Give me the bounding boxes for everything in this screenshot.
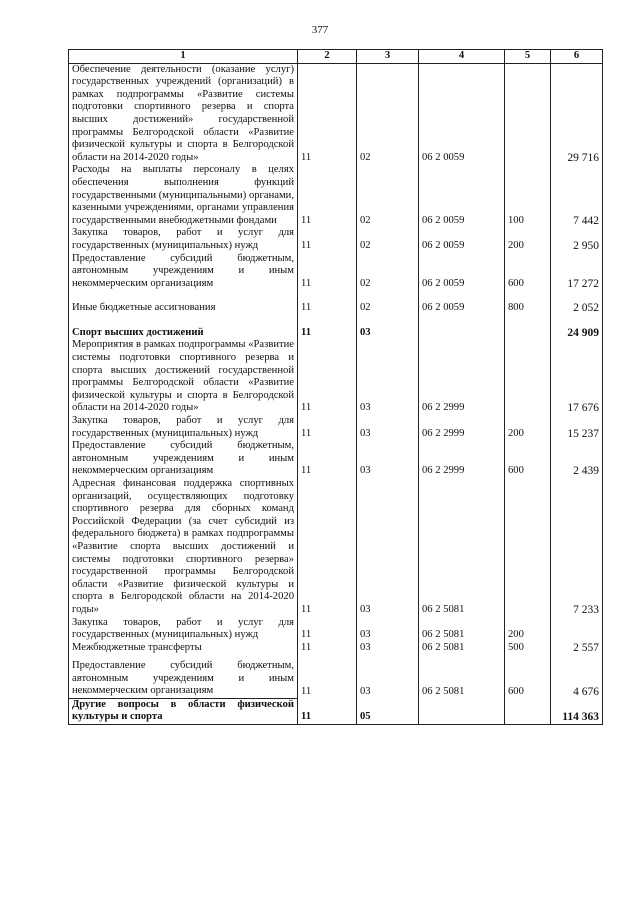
row-name: Закупка товаров, работ и услуг для государственных (муниципальных) нужд (69, 227, 298, 252)
expense-type-code: 100 (505, 164, 551, 227)
target-article-code: 06 2 2999 (419, 415, 505, 440)
target-article-code: 06 2 5081 (419, 617, 505, 642)
row-name: Закупка товаров, работ и услуг для государственных (муниципальных) нужд (69, 415, 298, 440)
expense-type-code (505, 478, 551, 617)
subsection-code: 02 (357, 63, 419, 164)
subsection-code: 03 (357, 617, 419, 642)
row-name: Предоставление субсидий бюджетным, автономным учреждениям и иным некоммерческим организациям (69, 654, 298, 698)
expense-type-code: 200 (505, 227, 551, 252)
subsection-code: 02 (357, 227, 419, 252)
expense-type-code (505, 698, 551, 724)
section-code: 11 (298, 642, 357, 655)
row-name (69, 315, 298, 327)
subsection-code: 02 (357, 302, 419, 315)
row-name (69, 290, 298, 302)
table-row (69, 63, 603, 164)
subsection-code: 03 (357, 654, 419, 698)
target-article-code: 06 2 2999 (419, 339, 505, 415)
subsection-code: 03 (357, 415, 419, 440)
target-article-code: 06 2 0059 (419, 164, 505, 227)
expense-type-code: 600 (505, 253, 551, 291)
target-article-code: 06 2 5081 (419, 642, 505, 655)
budget-table (68, 49, 603, 725)
amount: 17 676 (551, 339, 603, 415)
amount: 114 363 (551, 698, 603, 724)
row-name: Межбюджетные трансферты (69, 642, 298, 655)
table-row (69, 227, 603, 252)
table-row (69, 302, 603, 315)
expense-type-code: 500 (505, 642, 551, 655)
target-article-code: 06 2 0059 (419, 253, 505, 291)
expense-type-code (505, 63, 551, 164)
expense-type-code: 600 (505, 440, 551, 478)
target-article-code: 06 2 2999 (419, 440, 505, 478)
column-header: 1 (69, 50, 298, 64)
section-code: 11 (298, 478, 357, 617)
target-article-code: 06 2 0059 (419, 227, 505, 252)
section-code: 11 (298, 253, 357, 291)
target-article-code: 06 2 0059 (419, 63, 505, 164)
section-code: 11 (298, 227, 357, 252)
expense-type-code: 200 (505, 415, 551, 440)
subsection-code: 02 (357, 253, 419, 291)
amount (551, 617, 603, 642)
row-name: Обеспечение деятельности (оказание услуг) государственных учреждений (организаций) в рамках подпрограммы «Развитие системы подготовки спортивного резерва и спорта высших достижений» государственной программы Белгородской области «Развитие физической культуры и спорта в Белгородской области на 2014-2020 годы» (69, 63, 298, 164)
header-row (69, 50, 603, 64)
column-header: 2 (298, 50, 357, 64)
amount: 24 909 (551, 327, 603, 340)
row-name: Спорт высших достижений (69, 327, 298, 340)
section-code: 11 (298, 698, 357, 724)
subsection-code: 03 (357, 327, 419, 340)
expense-type-code: 200 (505, 617, 551, 642)
amount: 2 557 (551, 642, 603, 655)
amount: 17 272 (551, 253, 603, 291)
row-name: Адресная финансовая поддержка спортивных организаций, осуществляющих подготовку спортивного резерва для сборных команд Российской Федерации (за счет субсидий из федерального бюджета) в рамках подпрограммы «Развитие спорта высших достижений и системы подготовки спортивного резерва» государственной программы Белгородской области «Развитие физической культуры и спорта в Белгородской области на 2014-2020 годы» (69, 478, 298, 617)
row-name: Предоставление субсидий бюджетным, автономным учреждениям и иным некоммерческим организациям (69, 253, 298, 291)
subsection-code: 03 (357, 339, 419, 415)
amount: 7 442 (551, 164, 603, 227)
subsection-code: 03 (357, 478, 419, 617)
table-row (69, 654, 603, 698)
amount: 15 237 (551, 415, 603, 440)
row-name: Мероприятия в рамках подпрограммы «Развитие системы подготовки спортивного резерва и спорта высших достижений государственной программы Белгородской области «Развитие физической культуры и спорта в Белгородской области на 2014-2020 годы» (69, 339, 298, 415)
row-name: Иные бюджетные ассигнования (69, 302, 298, 315)
row-name: Расходы на выплаты персоналу в целях обеспечения выполнения функций государственными (муниципальными) органами, казенными учреждениями, органами управления государственными внебюджетными фондами (69, 164, 298, 227)
section-code: 11 (298, 440, 357, 478)
amount: 2 439 (551, 440, 603, 478)
target-article-code (419, 327, 505, 340)
table-row (69, 327, 603, 340)
amount: 29 716 (551, 63, 603, 164)
expense-type-code (505, 339, 551, 415)
table-row (69, 642, 603, 655)
spacer-row (69, 315, 603, 327)
expense-type-code (505, 327, 551, 340)
amount: 2 950 (551, 227, 603, 252)
table-row (69, 440, 603, 478)
table-row (69, 478, 603, 617)
section-code: 11 (298, 654, 357, 698)
page-number: 377 (311, 24, 329, 36)
section-code: 11 (298, 415, 357, 440)
amount: 4 676 (551, 654, 603, 698)
subsection-code: 03 (357, 642, 419, 655)
target-article-code: 06 2 0059 (419, 302, 505, 315)
section-code: 11 (298, 327, 357, 340)
table-row (69, 253, 603, 291)
expense-type-code: 600 (505, 654, 551, 698)
table-row (69, 698, 603, 724)
section-code: 11 (298, 339, 357, 415)
row-name: Другие вопросы в области физической культуры и спорта (69, 698, 298, 724)
column-header: 6 (551, 50, 603, 64)
amount: 7 233 (551, 478, 603, 617)
target-article-code: 06 2 5081 (419, 478, 505, 617)
row-name: Предоставление субсидий бюджетным, автономным учреждениям и иным некоммерческим организациям (69, 440, 298, 478)
column-header: 3 (357, 50, 419, 64)
amount: 2 052 (551, 302, 603, 315)
subsection-code: 05 (357, 698, 419, 724)
target-article-code (419, 698, 505, 724)
table-row (69, 339, 603, 415)
expense-type-code: 800 (505, 302, 551, 315)
subsection-code: 03 (357, 440, 419, 478)
section-code: 11 (298, 63, 357, 164)
table-row (69, 617, 603, 642)
table-row (69, 415, 603, 440)
column-header: 5 (505, 50, 551, 64)
target-article-code: 06 2 5081 (419, 654, 505, 698)
table-row (69, 164, 603, 227)
spacer-row (69, 290, 603, 302)
row-name: Закупка товаров, работ и услуг для государственных (муниципальных) нужд (69, 617, 298, 642)
subsection-code: 02 (357, 164, 419, 227)
column-header: 4 (419, 50, 505, 64)
section-code: 11 (298, 617, 357, 642)
section-code: 11 (298, 164, 357, 227)
section-code: 11 (298, 302, 357, 315)
